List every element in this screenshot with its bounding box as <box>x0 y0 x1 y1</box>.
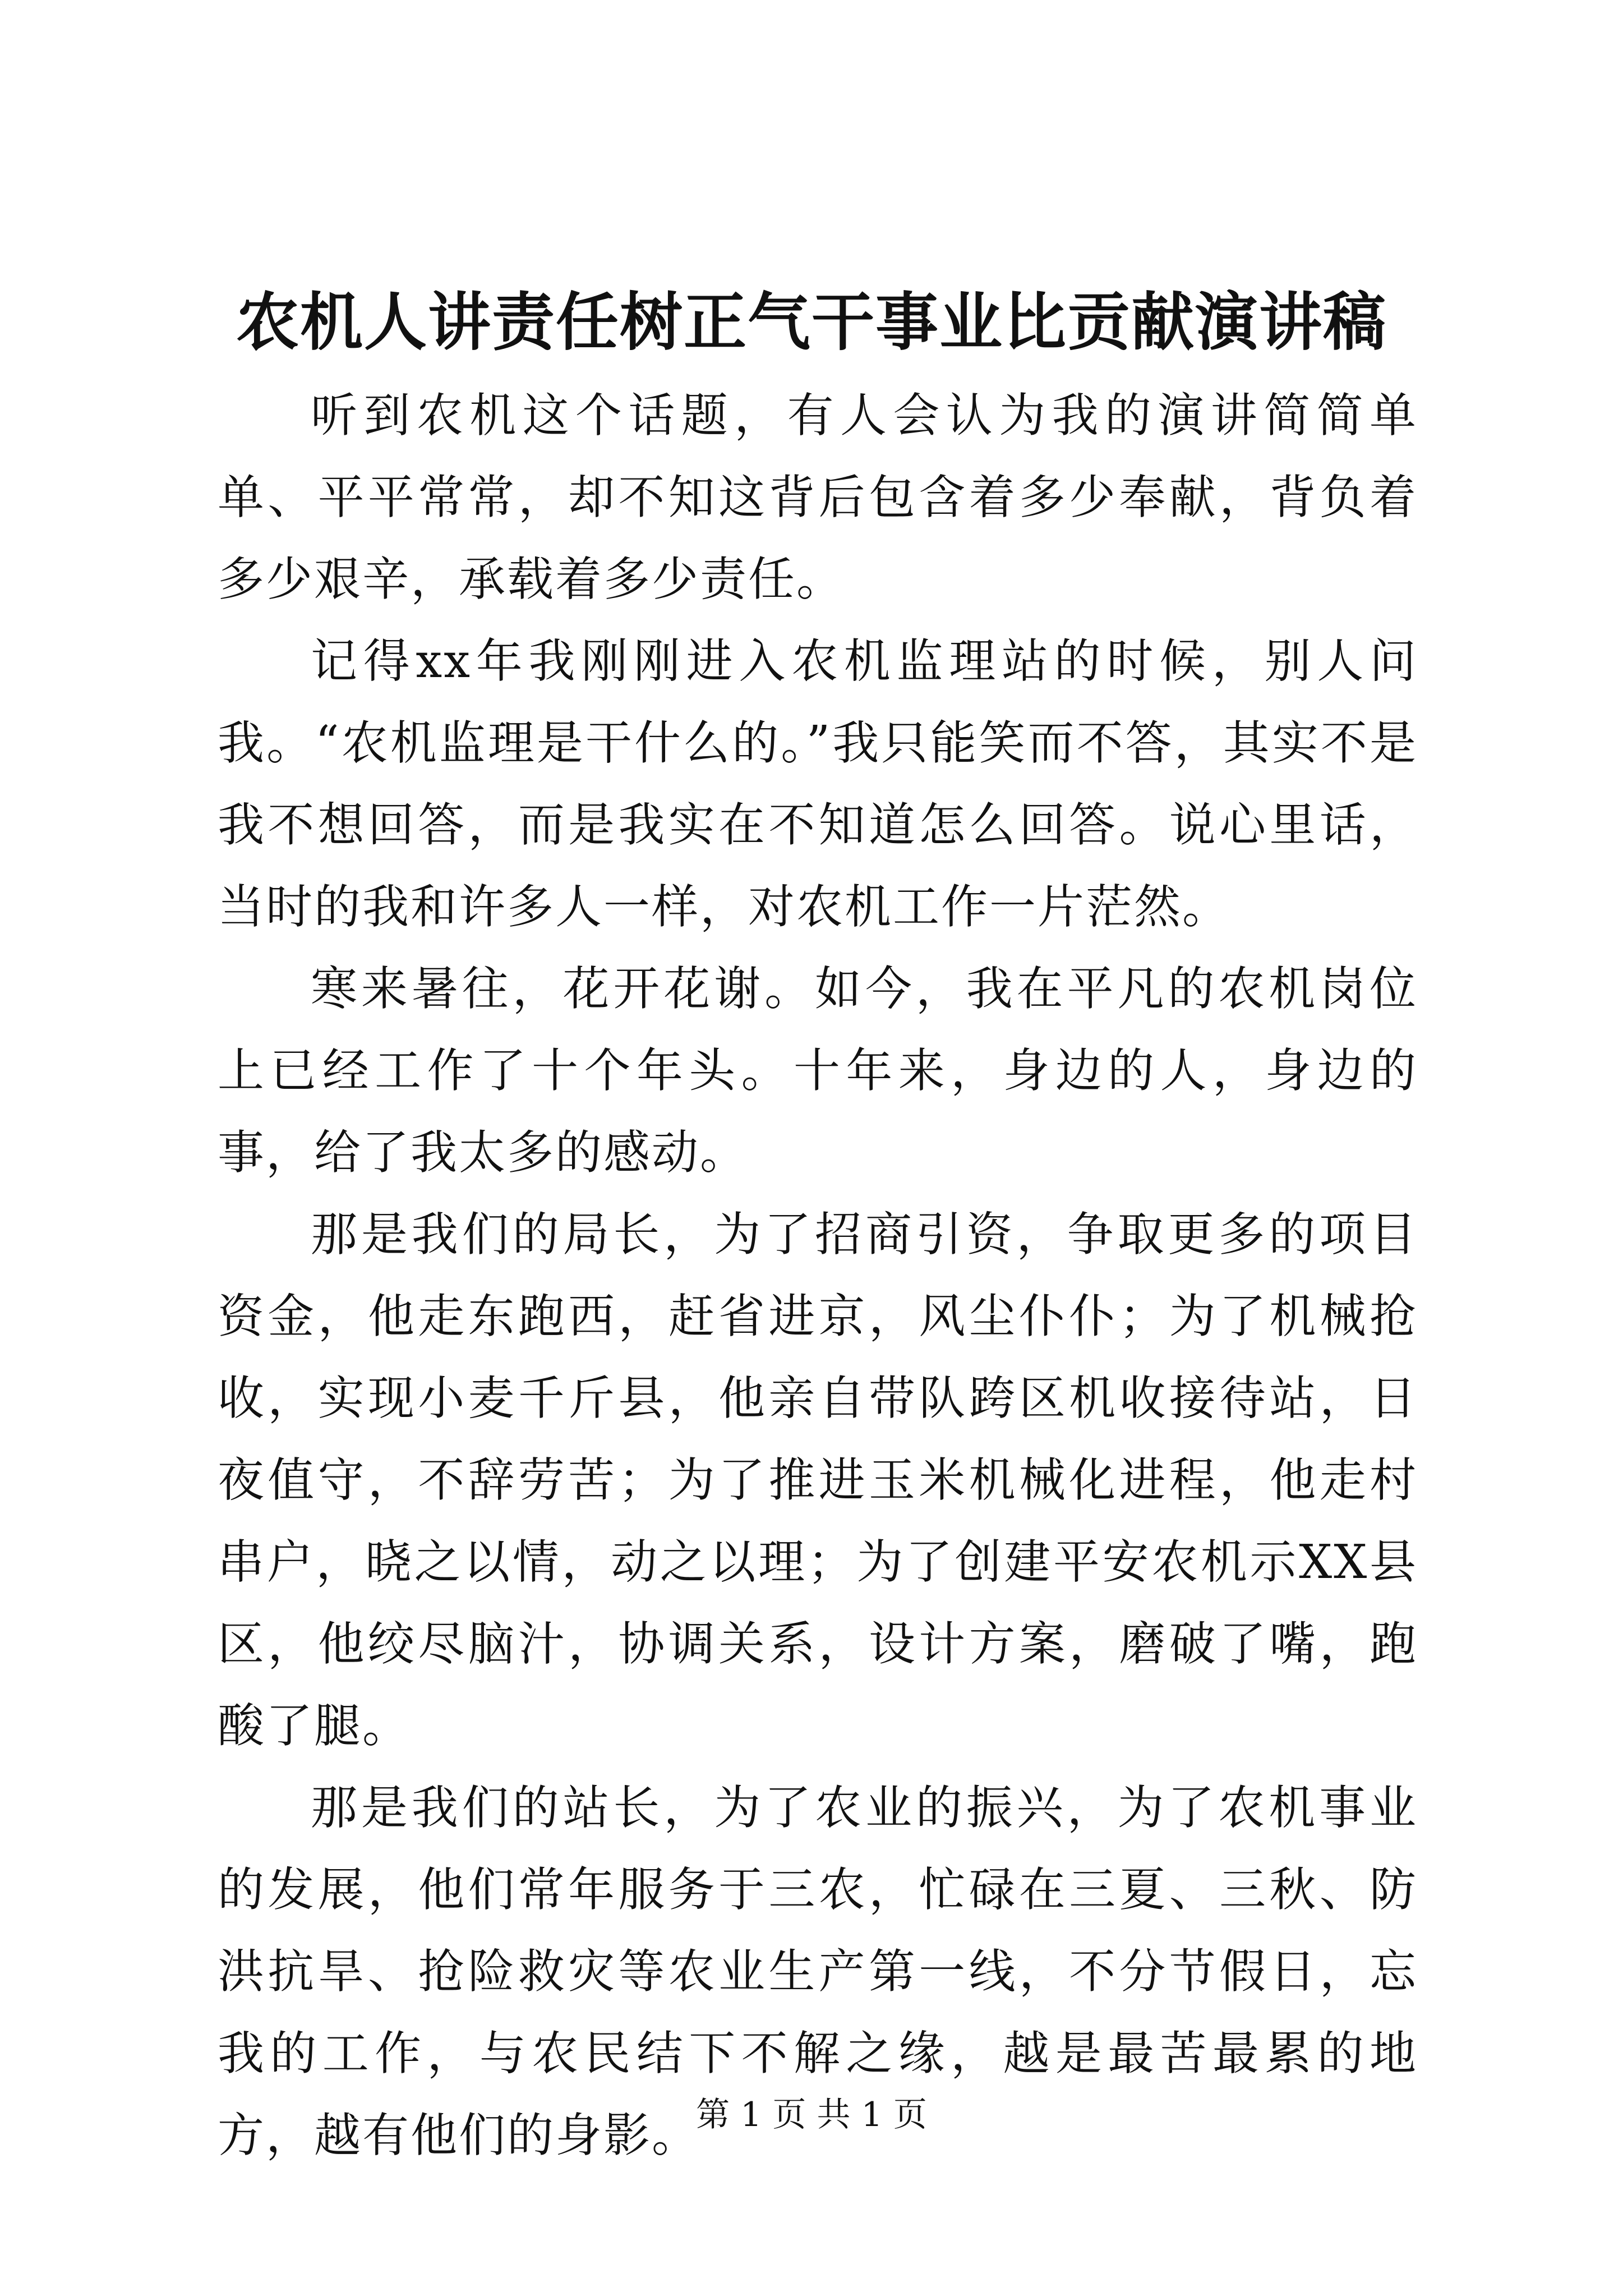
paragraph: 寒来暑往，花开花谢。如今，我在平凡的农机岗位上已经工作了十个年头。十年来，身边的人，身边的事，给了我太多的感动。 <box>218 961 1418 1180</box>
paragraph: 那是我们的局长，为了招商引资，争取更多的项目资金，他走东跑西，赶省进京，风尘仆仆；为了机械抢收，实现小麦千斤县，他亲自带队跨区机收接待站，日夜值守，不辞劳苦；为了推进玉米机械化进程，他走村串户，晓之以情，动之以理；为了创建平安农机示XX县区，他绞尽脑汁，协调关系，设计方案，磨破了嘴，跑酸了腿。 <box>218 1207 1418 1753</box>
paragraph: 那是我们的站长，为了农业的振兴，为了农机事业的发展，他们常年服务于三农，忙碌在三夏、三秋、防洪抗旱、抢险救灾等农业生产第一线，不分节假日，忘我的工作，与农民结下不解之缘，越是最苦最累的地方，越有他们的身影。 <box>218 1780 1418 2162</box>
paragraph: 记得xx年我刚刚进入农机监理站的时候，别人问我。“农机监理是干什么的。”我只能笑而不答，其实不是我不想回答，而是我实在不知道怎么回答。说心里话，当时的我和许多人一样，对农机工作一片茫然。 <box>218 634 1418 934</box>
paragraph: 听到农机这个话题，有人会认为我的演讲简简单单、平平常常，却不知这背后包含着多少奉献，背负着多少艰辛，承载着多少责任。 <box>218 388 1418 606</box>
document-title: 农机人讲责任树正气干事业比贡献演讲稿 <box>236 286 1387 359</box>
document-body <box>218 375 1418 2177</box>
page-number-footer: 第 1 页 共 1 页 <box>696 2095 927 2134</box>
